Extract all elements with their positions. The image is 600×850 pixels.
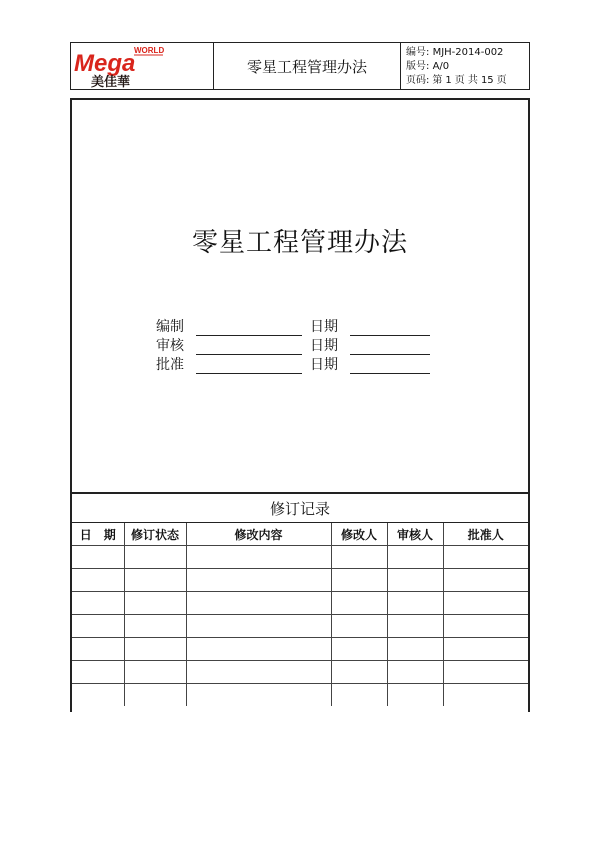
table-cell[interactable]: [443, 615, 528, 638]
table-cell[interactable]: [387, 684, 443, 707]
col-reviewer: 审核人: [387, 523, 443, 546]
table-cell[interactable]: [331, 592, 387, 615]
document-title: 零星工程管理办法: [191, 228, 408, 258]
table-row: [72, 546, 528, 569]
table-cell[interactable]: [387, 592, 443, 615]
table-row: [72, 569, 528, 592]
signature-label: 审核: [156, 338, 184, 354]
table-cell[interactable]: [331, 638, 387, 661]
table-cell[interactable]: [186, 546, 331, 569]
header-meta: [401, 43, 529, 89]
table-cell[interactable]: [72, 638, 124, 661]
date-label: 日期: [310, 338, 338, 354]
page-label: 页码:: [406, 75, 430, 86]
page-row: [406, 74, 529, 88]
signature-row-prepared: [156, 316, 430, 336]
table-cell[interactable]: [124, 638, 186, 661]
table-cell[interactable]: [72, 615, 124, 638]
signature-line[interactable]: [196, 339, 302, 355]
revision-title: 修订记录: [72, 494, 528, 523]
table-cell[interactable]: [387, 615, 443, 638]
signature-label: 批准: [156, 357, 184, 373]
table-cell[interactable]: [186, 592, 331, 615]
table-row: [72, 638, 528, 661]
table-cell[interactable]: [443, 592, 528, 615]
col-status: 修订状态: [124, 523, 186, 546]
date-line[interactable]: [350, 320, 430, 336]
signature-label: 编制: [156, 319, 184, 335]
table-cell[interactable]: [331, 615, 387, 638]
table-cell[interactable]: [387, 546, 443, 569]
revision-record: [70, 494, 530, 712]
table-cell[interactable]: [387, 569, 443, 592]
page-mid: 页 共: [454, 75, 478, 86]
revision-table: [72, 523, 528, 706]
page-current: 1: [445, 75, 452, 86]
table-cell[interactable]: [124, 569, 186, 592]
table-cell[interactable]: [443, 546, 528, 569]
table-cell[interactable]: [443, 638, 528, 661]
version-row: [406, 60, 529, 74]
date-line[interactable]: [350, 358, 430, 374]
table-cell[interactable]: [124, 546, 186, 569]
col-content: 修改内容: [186, 523, 331, 546]
table-cell[interactable]: [186, 638, 331, 661]
version-value: A/0: [432, 61, 450, 72]
table-cell[interactable]: [387, 638, 443, 661]
signature-row-reviewed: [156, 335, 430, 355]
page-total: 15: [480, 75, 494, 86]
table-cell[interactable]: [443, 569, 528, 592]
version-label: 版号:: [406, 61, 430, 72]
col-date: 日 期: [72, 523, 124, 546]
table-cell[interactable]: [72, 661, 124, 684]
page-suffix: 页: [496, 75, 507, 86]
table-row: [72, 592, 528, 615]
table-cell[interactable]: [331, 661, 387, 684]
logo-chinese-text: 美佳華: [91, 75, 131, 89]
table-cell[interactable]: [443, 684, 528, 707]
table-cell[interactable]: [443, 661, 528, 684]
document-header: [70, 42, 530, 90]
doc-number-label: 编号:: [406, 47, 430, 58]
doc-number-row: [406, 46, 529, 60]
table-cell[interactable]: [331, 569, 387, 592]
table-cell[interactable]: [124, 615, 186, 638]
table-row: [72, 615, 528, 638]
logo-world-text: WORLD: [134, 46, 165, 55]
company-logo: [71, 43, 214, 89]
date-line[interactable]: [350, 339, 430, 355]
table-row: [72, 661, 528, 684]
col-modifier: 修改人: [331, 523, 387, 546]
signature-line[interactable]: [196, 358, 302, 374]
table-cell[interactable]: [387, 661, 443, 684]
revision-body: [72, 546, 528, 707]
cover-frame: [70, 98, 530, 494]
logo-brand-text: Mega: [74, 50, 136, 77]
table-cell[interactable]: [72, 592, 124, 615]
table-cell[interactable]: [186, 661, 331, 684]
table-cell[interactable]: [72, 569, 124, 592]
revision-header-row: [72, 523, 528, 546]
table-cell[interactable]: [124, 661, 186, 684]
table-cell[interactable]: [186, 615, 331, 638]
table-cell[interactable]: [72, 684, 124, 707]
table-cell[interactable]: [124, 684, 186, 707]
date-label: 日期: [310, 319, 338, 335]
date-label: 日期: [310, 357, 338, 373]
signature-row-approved: [156, 354, 430, 374]
table-cell[interactable]: [186, 569, 331, 592]
table-row: [72, 684, 528, 707]
doc-number-value: MJH-2014-002: [432, 47, 504, 58]
table-cell[interactable]: [186, 684, 331, 707]
table-cell[interactable]: [331, 546, 387, 569]
col-approver: 批准人: [443, 523, 528, 546]
mega-world-logo: [71, 43, 213, 89]
header-title: 零星工程管理办法: [214, 43, 401, 89]
signature-line[interactable]: [196, 320, 302, 336]
table-cell[interactable]: [331, 684, 387, 707]
table-cell[interactable]: [72, 546, 124, 569]
table-cell[interactable]: [124, 592, 186, 615]
page-prefix: 第: [432, 75, 443, 86]
